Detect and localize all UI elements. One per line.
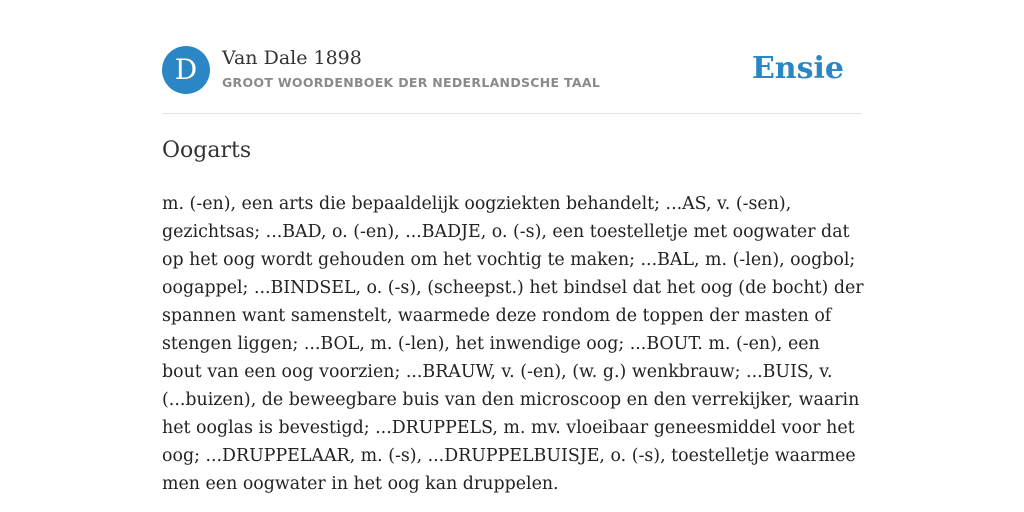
- avatar-letter: D: [174, 53, 198, 86]
- dictionary-header: [162, 46, 862, 96]
- source-subtitle: GROOT WOORDENBOEK DER NEDERLANDSCHE TAAL: [222, 75, 601, 90]
- header-divider: [162, 113, 862, 114]
- source-avatar[interactable]: [162, 46, 210, 94]
- brand-logo[interactable]: Ensie: [751, 51, 844, 86]
- source-title[interactable]: Van Dale 1898: [222, 47, 362, 69]
- entry-definition: m. (-en), een arts die bepaaldelijk oogziekten behandelt; ...AS, v. (-sen), gezichtsas; ...BAD, o. (-en), ...BADJE, o. (-s), een toestelletje met oogwater dat op het oog wordt gehouden om het vochtig te maken; ...BAL, m. (-len), oogbol; oogappel; ...BINDSEL, o. (-s), (scheepst.) het bindsel dat het oog (de bocht) der spannen want samenstelt, waarmede deze rondom de toppen der masten of stengen liggen; ...BOL, m. (-len), het inwendige oog; ...BOUT. m. (-en), een bout van een oog voorzien; ...BRAUW, v. (-en), (w. g.) wenkbrauw; ...BUIS, v. (...buizen), de beweegbare buis van den microscoop en den verrekijker, waarin het ooglas is bevestigd; ...DRUPPELS, m. mv. vloeibaar geneesmiddel voor het oog; ...DRUPPELAAR, m. (-s), ...DRUPPELBUISJE, o. (-s), toestelletje waarmee men een oogwater in het oog kan druppelen.: [162, 194, 864, 494]
- entry-title: Oogarts: [162, 138, 252, 163]
